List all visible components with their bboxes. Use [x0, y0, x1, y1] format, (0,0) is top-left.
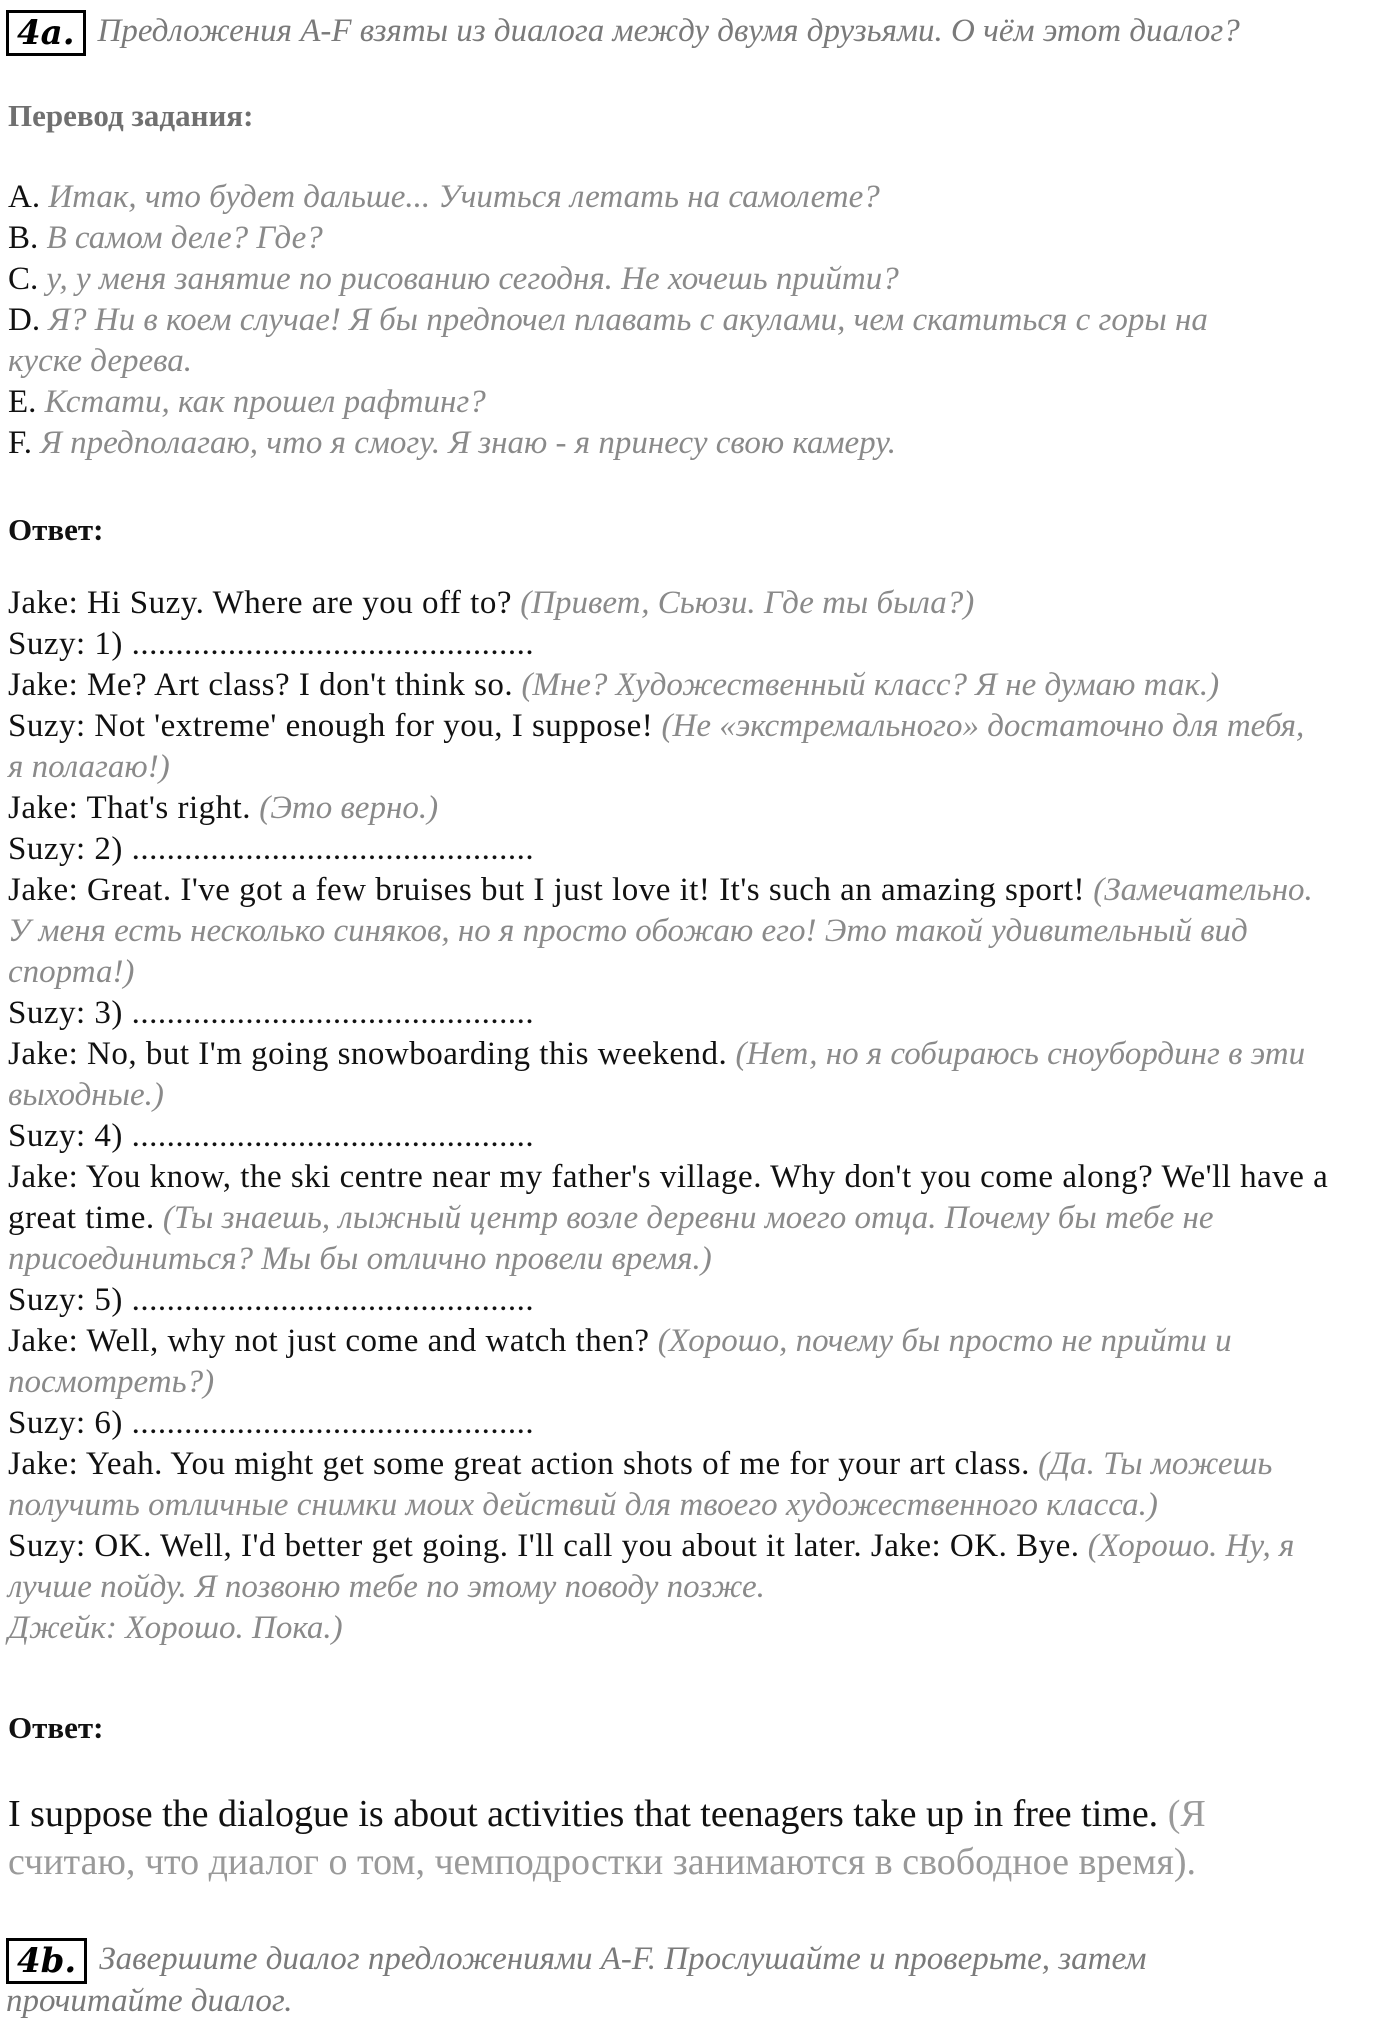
dialogue-translation: (Мне? Художественный класс? Я не думаю так.)	[521, 667, 1220, 703]
dialogue-translation: (Не «экстремального» достаточно для тебя,	[661, 708, 1305, 744]
dialogue-english: Suzy: 5) ..............................................	[8, 1282, 535, 1318]
dialogue-translation: Джейк: Хорошо. Пока.)	[8, 1610, 343, 1646]
dialogue-translation: (Хорошо. Ну, я	[1087, 1528, 1295, 1564]
dialogue-line	[8, 1444, 1393, 1485]
sentence-text: у, у меня занятие по рисованию сегодня. Не хочешь прийти?	[46, 261, 899, 297]
dialogue-line	[8, 911, 1393, 952]
dialogue-line	[8, 747, 1393, 788]
sentence-letter: B.	[8, 220, 39, 256]
dialogue-line	[8, 829, 1393, 870]
dialogue-translation: (Привет, Сьюзи. Где ты была?)	[520, 585, 975, 621]
dialogue-translation: (Ты знаешь, лыжный центр возле деревни моего отца. Почему бы тебе не	[162, 1200, 1214, 1236]
dialogue-translation: я полагаю!)	[8, 749, 170, 785]
dialogue-translation: (Хорошо, почему бы просто не прийти и	[657, 1323, 1232, 1359]
dialogue-line	[8, 1198, 1393, 1239]
sentence-letter: C.	[8, 261, 39, 297]
dialogue-translation: У меня есть несколько синяков, но я просто обожаю его! Это такой удивительный вид	[8, 913, 1248, 949]
dialogue-translation: присоединиться? Мы бы отлично провели время.)	[8, 1241, 712, 1277]
dialogue-english: Suzy: 6) ..............................................	[8, 1405, 535, 1441]
dialogue-translation: получить отличные снимки моих действий для твоего художественного класса.)	[8, 1487, 1158, 1523]
dialogue-line	[8, 1526, 1393, 1567]
dialogue-english: Suzy: Not 'extreme' enough for you, I suppose!	[8, 708, 654, 744]
dialogue-line	[8, 1116, 1393, 1157]
dialogue-english: Jake: Yeah. You might get some great action shots of me for your art class.	[8, 1446, 1030, 1482]
dialogue-line	[8, 1157, 1393, 1198]
answer-heading-2: Ответ:	[8, 1710, 104, 1745]
sentence-letter: F.	[8, 425, 32, 461]
sentence-line	[8, 423, 1393, 464]
dialogue-translation: выходные.)	[8, 1077, 164, 1113]
task-4a-badge: 4a.	[6, 10, 86, 56]
dialogue-line	[8, 1362, 1393, 1403]
dialogue-line	[8, 624, 1393, 665]
dialogue-line	[8, 583, 1393, 624]
sentence-letter: D.	[8, 302, 41, 338]
dialogue-line	[8, 788, 1393, 829]
dialogue-line	[8, 1567, 1393, 1608]
sentence-line	[8, 382, 1393, 423]
dialogue-english: great time.	[8, 1200, 155, 1236]
dialogue-line	[8, 1403, 1393, 1444]
dialogue-english: Jake: Me? Art class? I don't think so.	[8, 667, 514, 703]
sentence-letter: A.	[8, 179, 41, 215]
sentence-text: Итак, что будет дальше... Учиться летать на самолете?	[48, 179, 880, 215]
sentence-line	[8, 218, 1393, 259]
dialogue-line	[8, 1239, 1393, 1280]
final-answer	[8, 1790, 1393, 1886]
task-4a-instruction: Предложения A-F взяты из диалога между двумя друзьями. О чём этот диалог?	[97, 13, 1240, 49]
final-answer-en: I suppose the dialogue is about activities that teenagers take up in free time.	[8, 1793, 1159, 1835]
translation-heading: Перевод задания:	[8, 98, 254, 133]
sentence-line	[8, 259, 1393, 300]
final-answer-ru-2: считаю, что диалог о том, чемподростки занимаются в свободное время).	[8, 1841, 1196, 1883]
dialogue-line	[8, 870, 1393, 911]
dialogue-english: Suzy: 1) ..............................................	[8, 626, 535, 662]
final-answer-ru-1: (Я	[1167, 1793, 1206, 1835]
sentence-line	[8, 341, 1393, 382]
task-4b-instruction-1: Завершите диалог предложениями A-F. Прослушайте и проверьте, затем	[99, 1941, 1147, 1977]
dialogue-line	[8, 1075, 1393, 1116]
dialogue-english: Suzy: 3) ..............................................	[8, 995, 535, 1031]
dialogue-line	[8, 1608, 1393, 1649]
dialogue-line	[8, 706, 1393, 747]
dialogue-english: Jake: Well, why not just come and watch then?	[8, 1323, 650, 1359]
dialogue-english: Jake: That's right.	[8, 790, 252, 826]
sentence-text: В самом деле? Где?	[46, 220, 323, 256]
sentence-line	[8, 177, 1393, 218]
dialogue-translation: (Это верно.)	[259, 790, 439, 826]
dialogue-english: Suzy: OK. Well, I'd better get going. I'll call you about it later. Jake: OK. Bye.	[8, 1528, 1080, 1564]
dialogue-translation: (Да. Ты можешь	[1038, 1446, 1273, 1482]
dialogue-line	[8, 1321, 1393, 1362]
dialogue-english: Jake: No, but I'm going snowboarding this weekend.	[8, 1036, 728, 1072]
dialogue-line	[8, 1280, 1393, 1321]
dialogue-english: Suzy: 2) ..............................................	[8, 831, 535, 867]
sentence-text: куске дерева.	[8, 343, 192, 379]
dialogue-translation: (Замечательно.	[1093, 872, 1313, 908]
sentence-text: Я? Ни в коем случае! Я бы предпочел плавать с акулами, чем скатиться с горы на	[48, 302, 1208, 338]
dialogue-english: Jake: Hi Suzy. Where are you off to?	[8, 585, 512, 621]
sentence-letter: E.	[8, 384, 37, 420]
dialogue-line	[8, 1034, 1393, 1075]
task-4a-header	[6, 10, 1240, 56]
answer-heading-1: Ответ:	[8, 512, 104, 547]
dialogue-translation: посмотреть?)	[8, 1364, 215, 1400]
task-4b-badge: 4b.	[6, 1938, 87, 1984]
task-4b-header	[6, 1938, 1146, 1984]
dialogue-line	[8, 993, 1393, 1034]
dialogue-line	[8, 665, 1393, 706]
sentence-line	[8, 300, 1393, 341]
dialogue	[8, 583, 1393, 1649]
dialogue-translation: спорта!)	[8, 954, 135, 990]
dialogue-english: Jake: You know, the ski centre near my father's village. Why don't you come along? We'll have a	[8, 1159, 1329, 1195]
sentence-text: Кстати, как прошел рафтинг?	[44, 384, 486, 420]
sentence-text: Я предполагаю, что я смогу. Я знаю - я принесу свою камеру.	[40, 425, 897, 461]
dialogue-translation: лучше пойду. Я позвоню тебе по этому поводу позже.	[8, 1569, 765, 1605]
task-4b-line-2	[6, 1980, 293, 2022]
dialogue-line	[8, 952, 1393, 993]
dialogue-english: Suzy: 4) ..............................................	[8, 1118, 535, 1154]
dialogue-line	[8, 1485, 1393, 1526]
dialogue-english: Jake: Great. I've got a few bruises but I just love it! It's such an amazing sport!	[8, 872, 1086, 908]
sentence-list	[8, 177, 1393, 464]
dialogue-translation: (Нет, но я собираюсь сноубординг в эти	[735, 1036, 1306, 1072]
task-4b-instruction-2: прочитайте диалог.	[6, 1983, 293, 2019]
